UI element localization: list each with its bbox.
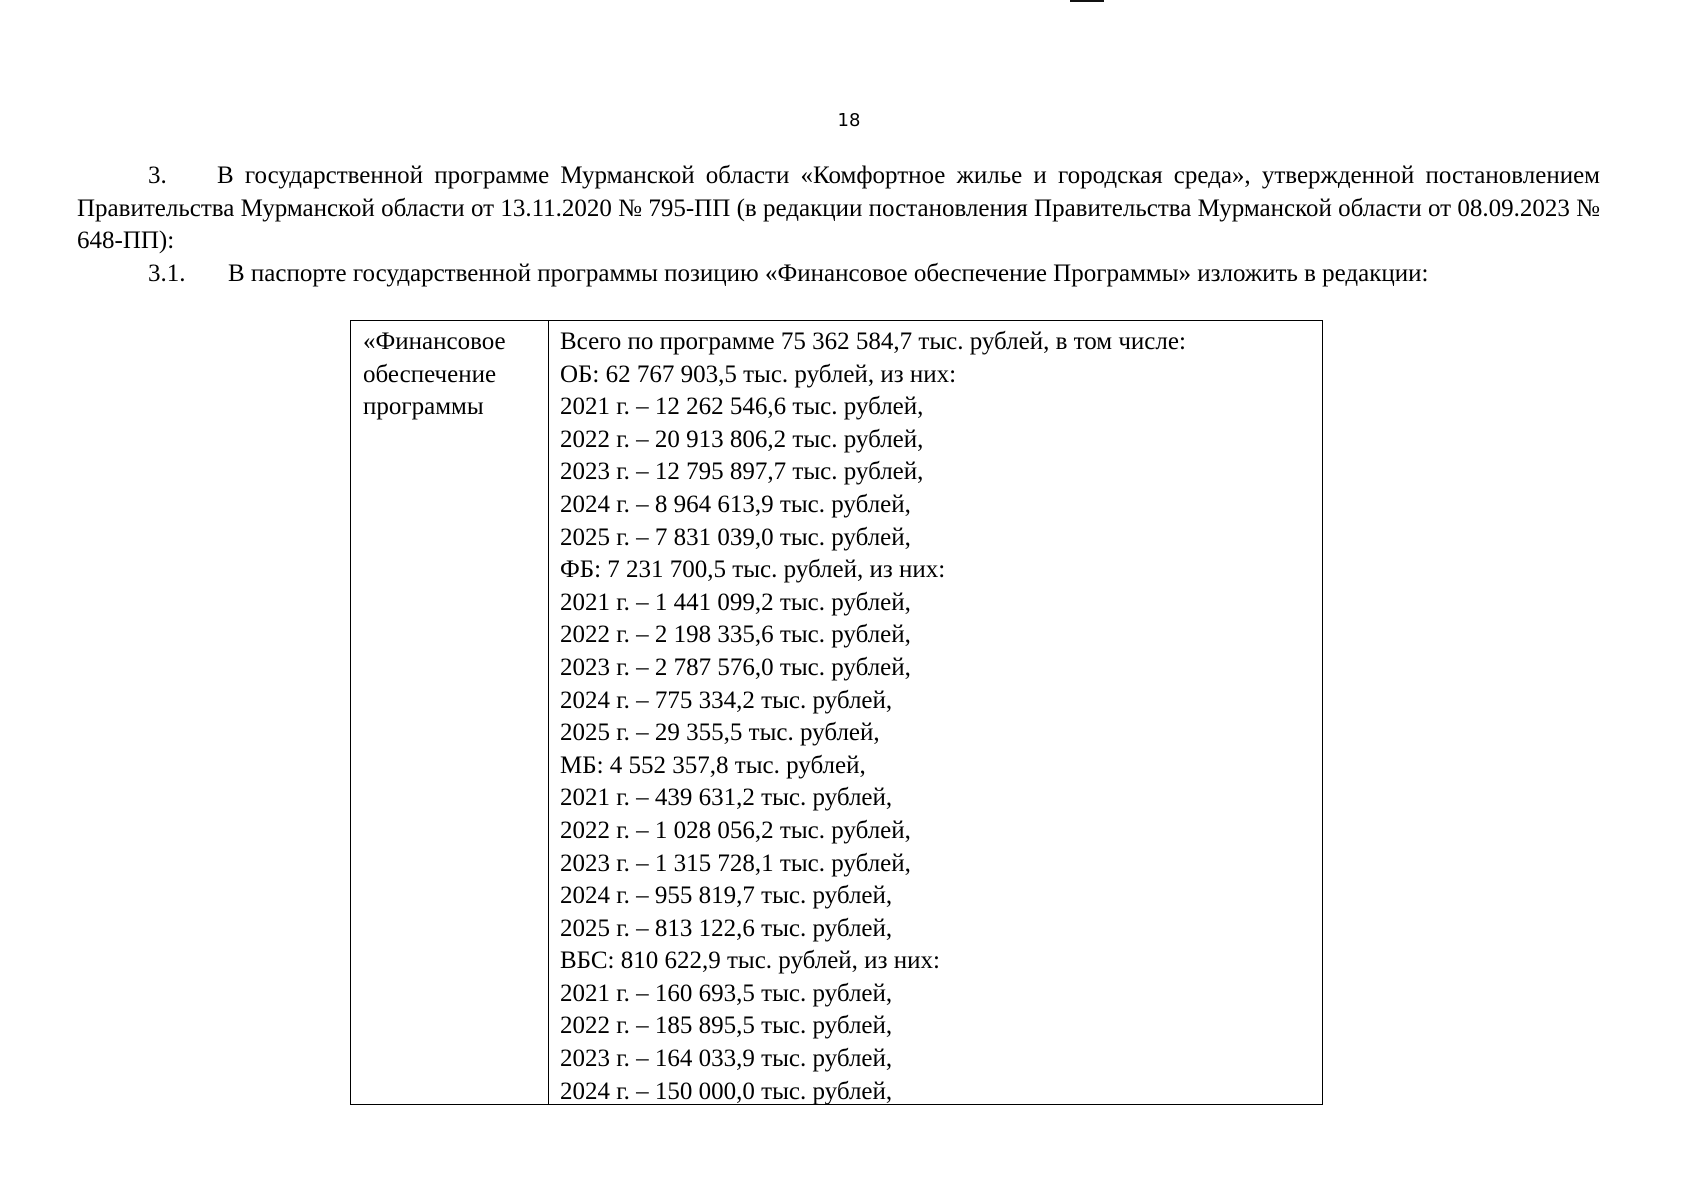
value-line: 2023 г. – 164 033,9 тыс. рублей, [560,1045,893,1073]
value-line: ОБ: 62 767 903,5 тыс. рублей, из них: [560,360,957,388]
value-line: 2023 г. – 12 795 897,7 тыс. рублей, [560,458,924,486]
value-line: 2022 г. – 20 913 806,2 тыс. рублей, [560,425,924,453]
value-line: ФБ: 7 231 700,5 тыс. рублей, из них: [560,556,946,584]
label-line: «Финансовое [363,328,506,355]
value-line: 2022 г. – 1 028 056,2 тыс. рублей, [560,816,911,844]
value-line: 2024 г. – 150 000,0 тыс. рублей, [560,1077,893,1105]
value-line: 2021 г. – 12 262 546,6 тыс. рублей, [560,393,924,421]
value-line: 2022 г. – 2 198 335,6 тыс. рублей, [560,621,911,649]
paragraph-3-number: 3. [148,162,167,189]
value-line: Всего по программе 75 362 584,7 тыс. рублей, в том числе: [560,328,1186,355]
value-line: 2024 г. – 775 334,2 тыс. рублей, [560,686,893,714]
table-label-cell [351,321,549,1104]
value-line: 2025 г. – 29 355,5 тыс. рублей, [560,719,880,747]
value-line: 2021 г. – 1 441 099,2 тыс. рублей, [560,588,911,616]
value-line: 2024 г. – 955 819,7 тыс. рублей, [560,882,893,910]
paragraph-3 [77,160,1600,258]
value-line: 2025 г. – 813 122,6 тыс. рублей, [560,914,893,942]
top-edge-rule [1070,0,1104,2]
value-line: 2025 г. – 7 831 039,0 тыс. рублей, [560,523,911,551]
page-number: 18 [837,110,861,131]
paragraph-3-text: В государственной программе Мурманской области «Комфортное жилье и городская среда», утвержденной постановлением Правительства Мурманской области от 13.11.2020 № 795-ПП (в редакции постановления Правительства Мурманской области от 08.09.2023 № 648-ПП): [77,162,1600,254]
label-line: обеспечение [363,360,497,388]
paragraph-3-1-text: В паспорте государственной программы позицию «Финансовое обеспечение Программы» изложить в редакции: [228,260,1429,287]
paragraph-3-1 [77,258,1600,291]
value-line: 2023 г. – 2 787 576,0 тыс. рублей, [560,653,911,681]
value-line: 2021 г. – 160 693,5 тыс. рублей, [560,979,893,1007]
value-line: ВБС: 810 622,9 тыс. рублей, из них: [560,947,940,975]
value-line: 2021 г. – 439 631,2 тыс. рублей, [560,784,893,812]
value-line: 2024 г. – 8 964 613,9 тыс. рублей, [560,490,911,518]
paragraph-3-1-number: 3.1. [148,260,186,287]
value-line: 2022 г. – 185 895,5 тыс. рублей, [560,1012,893,1040]
table-value-cell [549,321,1322,1104]
financing-table [350,320,1323,1105]
value-line: 2023 г. – 1 315 728,1 тыс. рублей, [560,849,911,877]
label-line: программы [363,393,484,420]
value-line: МБ: 4 552 357,8 тыс. рублей, [560,751,866,779]
